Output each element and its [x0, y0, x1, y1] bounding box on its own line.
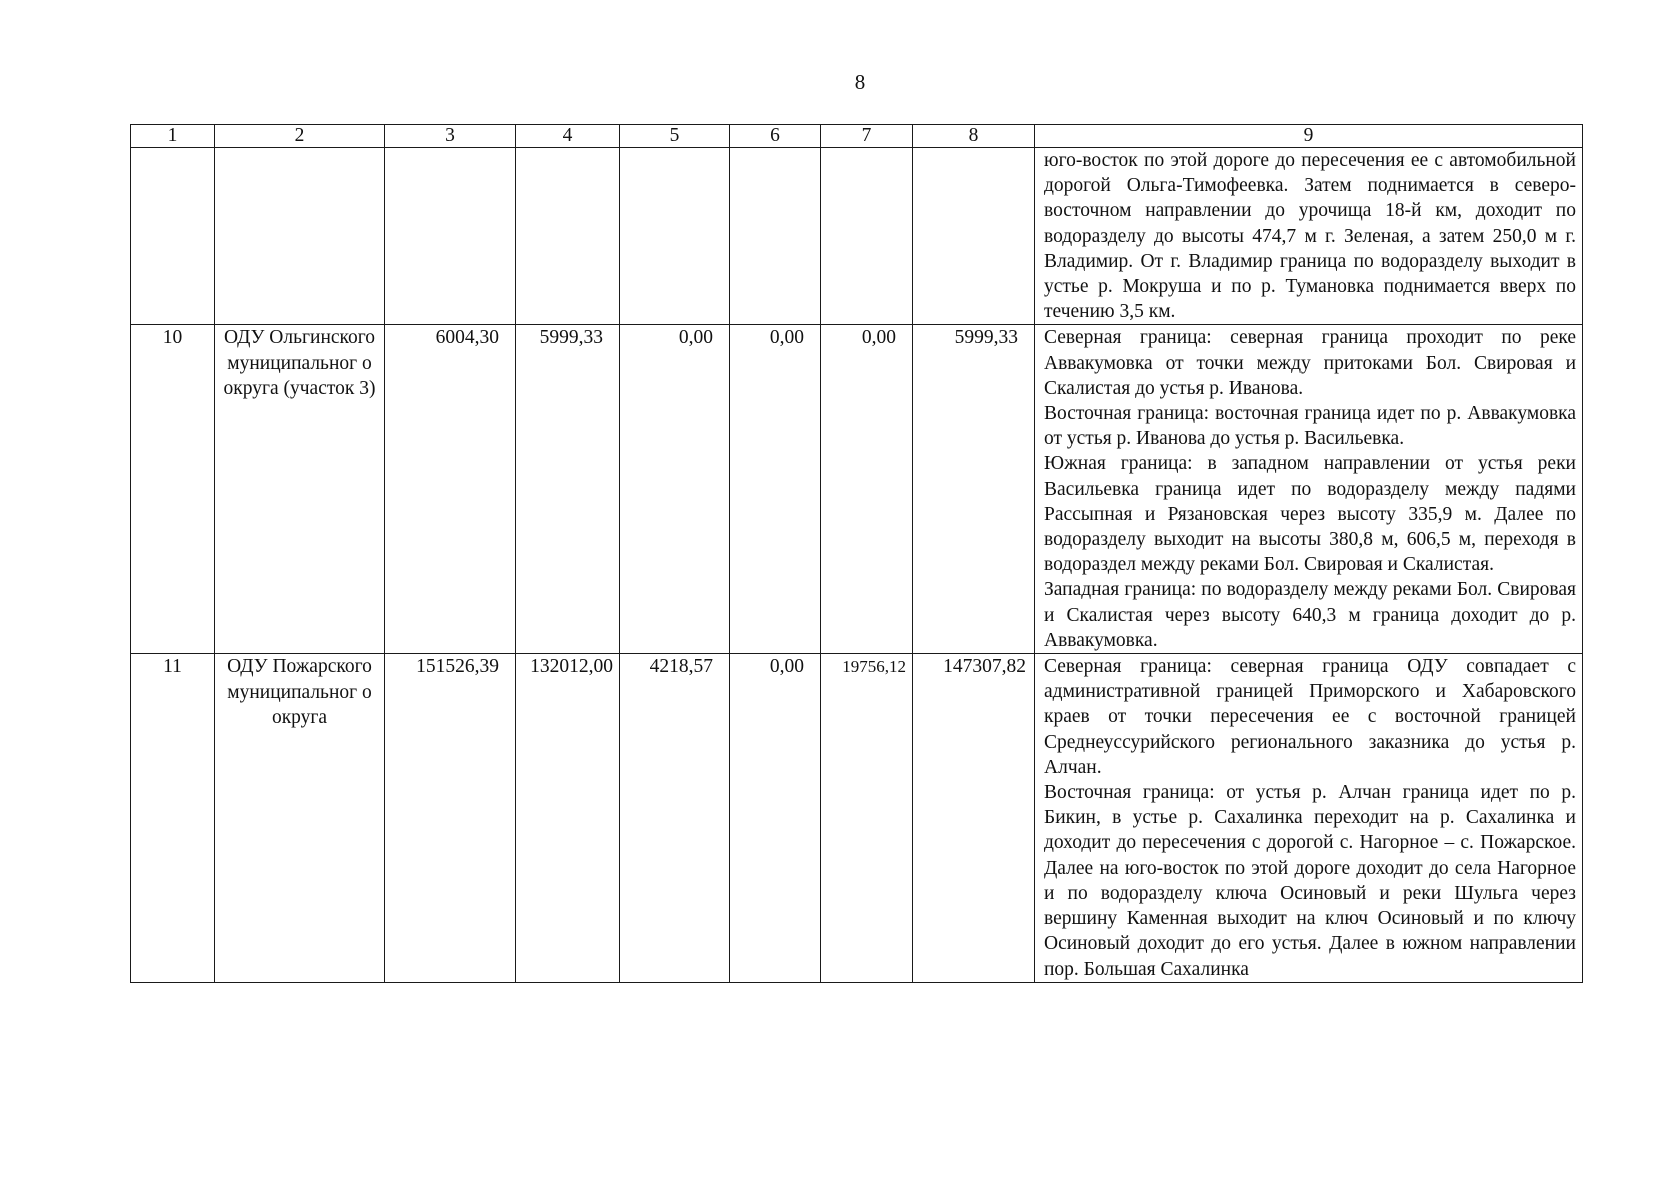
table-row	[131, 325, 1583, 654]
row-number-cell	[131, 148, 215, 325]
value-cell-6: 0,00	[730, 325, 821, 654]
col-header-5: 5	[620, 125, 730, 148]
value-cell-5	[620, 148, 730, 325]
value-cell-7: 0,00	[821, 325, 913, 654]
col-header-3: 3	[385, 125, 516, 148]
value-cell-3: 151526,39	[385, 654, 516, 983]
value-cell-6: 0,00	[730, 654, 821, 983]
north-boundary-paragraph: Северная граница: северная граница проходит по реке Аввакумовка от точки между притоками Бол. Свировая и Скалистая до устья р. Иванова.	[1044, 327, 1576, 399]
value-cell-5: 0,00	[620, 325, 730, 654]
value-cell-3	[385, 148, 516, 325]
value-cell-8: 147307,82	[913, 654, 1035, 983]
east-boundary-paragraph: Восточная граница: от устья р. Алчан граница идет по р. Бикин, в устье р. Сахалинка переходит на р. Сахалинка и доходит до пересечения с дорогой с. Нагорное – с. Пожарское. Далее на юго-восток по этой дороге доходит до села Нагорное и по водоразделу ключа Осиновый и реки Шульга через вершину Каменная выходит на ключ Осиновый и по ключу Осиновый доходит до его устья. Далее в южном направлении пор. Большая Сахалинка	[1044, 782, 1576, 980]
east-boundary-paragraph: Восточная граница: восточная граница идет по р. Аввакумовка от устья р. Иванова до устья р. Васильевка.	[1044, 403, 1576, 450]
value-cell-4: 132012,00	[516, 654, 620, 983]
table-row	[131, 654, 1583, 983]
value-cell-6	[730, 148, 821, 325]
boundary-description-cell	[1035, 325, 1583, 654]
boundary-paragraph: юго-восток по этой дороге до пересечения ее с автомобильной дорогой Ольга-Тимофеевка. Затем поднимается в северо-восточном направлении до урочища 18-й км, доходит по водоразделу до высоты 474,7 м г. Зеленая, а затем 250,0 м г. Владимир. От г. Владимир граница по водоразделу выходит в устье р. Мокруша и по р. Тумановка поднимается вверх по течению 3,5 км.	[1044, 150, 1576, 323]
value-cell-7	[821, 148, 913, 325]
col-header-2: 2	[215, 125, 385, 148]
col-header-9: 9	[1035, 125, 1583, 148]
value-cell-8: 5999,33	[913, 325, 1035, 654]
page-number: 8	[854, 70, 866, 94]
west-boundary-paragraph: Западная граница: по водоразделу между реками Бол. Свировая и Скалистая через высоту 640,3 м граница доходит до р. Аввакумовка.	[1044, 579, 1576, 651]
col-header-4: 4	[516, 125, 620, 148]
value-cell-4: 5999,33	[516, 325, 620, 654]
boundary-description-cell	[1035, 654, 1583, 983]
col-header-6: 6	[730, 125, 821, 148]
header-row	[131, 125, 1583, 148]
south-boundary-paragraph: Южная граница: в западном направлении от устья реки Васильевка граница идет по водоразделу между падями Рассыпная и Рязановская через высоту 335,9 м. Далее по водоразделу выходит на высоты 380,8 м, 606,5 м, переходя в водораздел между реками Бол. Свировая и Скалистая.	[1044, 453, 1576, 576]
area-name-cell	[215, 148, 385, 325]
col-header-8: 8	[913, 125, 1035, 148]
area-name-cell: ОДУ Пожарского муниципальног о округа	[215, 654, 385, 983]
value-cell-3: 6004,30	[385, 325, 516, 654]
value-cell-4	[516, 148, 620, 325]
value-cell-7: 19756,12	[821, 654, 913, 983]
row-number-cell: 11	[131, 654, 215, 983]
value-cell-8	[913, 148, 1035, 325]
land-areas-table	[130, 124, 1583, 983]
area-name-cell: ОДУ Ольгинского муниципальног о округа (участок 3)	[215, 325, 385, 654]
col-header-1: 1	[131, 125, 215, 148]
row-number-cell: 10	[131, 325, 215, 654]
boundary-description-cell	[1035, 148, 1583, 325]
table-row	[131, 148, 1583, 325]
col-header-7: 7	[821, 125, 913, 148]
north-boundary-paragraph: Северная граница: северная граница ОДУ совпадает с административной границей Приморского и Хабаровского краев от точки пересечения ее с восточной границей Среднеуссурийского регионального заказника до устья р. Алчан.	[1044, 656, 1576, 778]
value-cell-5: 4218,57	[620, 654, 730, 983]
